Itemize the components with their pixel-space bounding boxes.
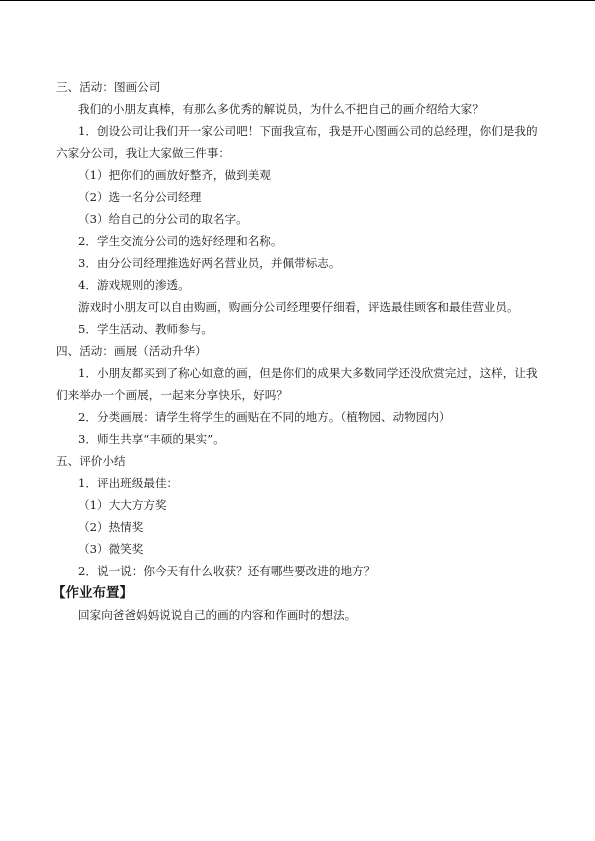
document-body: [52, 76, 540, 626]
section-heading-homework: 【作业布置】: [52, 585, 133, 601]
paragraph: 1．创设公司让我们开一家公司吧！下面我宣布，我是开心图画公司的总经理，你们是我的六家分公司，我让大家做三件事：: [56, 124, 538, 160]
paragraph: 4．游戏规则的渗透。: [78, 278, 190, 292]
paragraph: 2．学生交流分公司的选好经理和名称。: [78, 234, 283, 248]
section-heading-evaluation-summary: 五、评价小结: [56, 454, 126, 468]
list-item: （2）热情奖: [78, 520, 144, 534]
paragraph: 游戏时小朋友可以自由购画，购画分公司经理要仔细看，评选最佳顾客和最佳营业员。: [78, 300, 519, 314]
paragraph: 2．分类画展：请学生将学生的画贴在不同的地方。（植物园、动物园内）: [78, 410, 451, 424]
paragraph: 我们的小朋友真棒，有那么多优秀的解说员，为什么不把自己的画介绍给大家？: [78, 102, 484, 116]
paragraph: 1．评出班级最佳：: [78, 476, 179, 490]
list-item: （1）把你们的画放好整齐，做到美观: [78, 168, 271, 182]
paragraph: 3．师生共享“丰硕的果实”。: [78, 432, 225, 446]
section-heading-activity-exhibition: 四、活动：画展（活动升华）: [56, 344, 207, 358]
list-item: （3）给自己的分公司的取名字。: [78, 212, 248, 226]
paragraph: 3．由分公司经理推选好两名营业员，并佩带标志。: [78, 256, 341, 270]
list-item: （2）选一名分公司经理: [78, 190, 202, 204]
paragraph: 2．说一说：你今天有什么收获？还有哪些要改进的地方？: [78, 564, 376, 578]
section-heading-activity-picture-company: 三、活动：图画公司: [56, 80, 161, 94]
paragraph: 1．小朋友都买到了称心如意的画，但是你们的成果大多数同学还没欣赏完过，这样，让我们来举办一个画展，一起来分享快乐，好吗？: [56, 366, 538, 402]
paragraph: 5．学生活动、教师参与。: [78, 322, 213, 336]
list-item: （1）大大方方奖: [78, 498, 167, 512]
top-rule: [0, 0, 595, 1]
paragraph: 回家向爸爸妈妈说说自己的画的内容和作画时的想法。: [78, 608, 357, 622]
list-item: （3）微笑奖: [78, 542, 144, 556]
